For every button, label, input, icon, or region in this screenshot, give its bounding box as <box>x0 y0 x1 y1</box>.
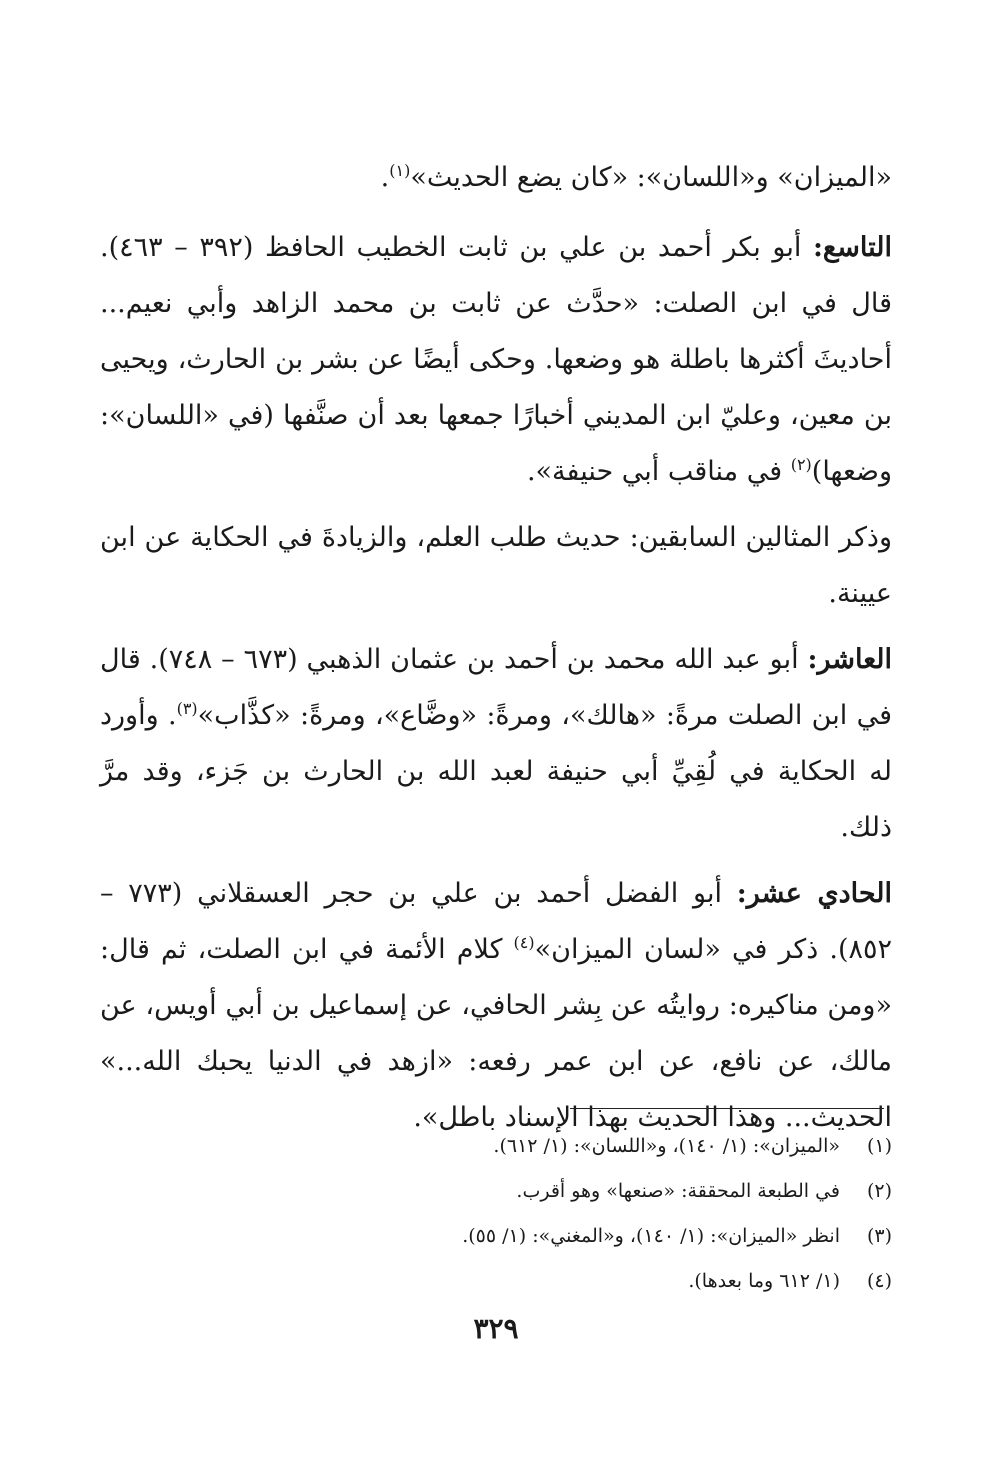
paragraph-tenth <box>100 632 892 856</box>
paragraph-tail: كلام الأئمة في ابن الصلت، ثم قال: «ومن مناكيره: روايتُه عن بِشر الحافي، عن إسماعيل بن أبي أويس، عن مالك، عن نافع، عن ابن عمر رفعه: «ازهد في الدنيا يحبك الله...» الحديث... وهذا الحديث بهذا الإسناد باطل». <box>100 934 892 1133</box>
footnote-number: (٣) <box>866 1225 892 1247</box>
footnote-number: (١) <box>866 1135 892 1157</box>
footnote-text: في الطبعة المحققة: «صنعها» وهو أقرب. <box>516 1180 840 1202</box>
paragraph-ninth <box>100 220 892 500</box>
paragraph-tail: . <box>380 162 390 193</box>
paragraph-lead-ninth: التاسع: <box>812 232 892 263</box>
footnote-ref-1: (١) <box>389 161 411 180</box>
page-number: ٣٢٩ <box>473 1312 519 1345</box>
paragraph-two-examples <box>100 510 892 622</box>
paragraph-text: أبو بكر أحمد بن علي بن ثابت الخطيب الحافظ (٣٩٢ – ٤٦٣). قال في ابن الصلت: «حدَّث عن ثابت بن محمد الزاهد وأبي نعيم... أحاديثَ أكثرها باطلة هو وضعها. وحكى أيضًا عن بشر بن الحارث، ويحيى بن معين، وعليّ ابن المديني أخبارًا جمعها بعد أن صنَّفها (في «اللسان»: وضعها) <box>100 232 892 487</box>
paragraph-eleventh <box>100 866 892 1146</box>
paragraph-text: أبو الفضل أحمد بن علي بن حجر العسقلاني (٧٧٣ – ٨٥٢). ذكر في «لسان الميزان» <box>100 878 892 965</box>
footnote-text: انظر «الميزان»: (١/ ١٤٠)، و«المغني»: (١/ ٥٥). <box>462 1225 840 1247</box>
footnote-text: (١/ ٦١٢ وما بعدها). <box>688 1270 840 1292</box>
footnote-item <box>100 1124 892 1169</box>
paragraph-text: «الميزان» و«اللسان»: «كان يضع الحديث» <box>410 162 892 193</box>
paragraph-text: وذكر المثالين السابقين: حديث طلب العلم، والزيادةَ في الحكاية عن ابن عيينة. <box>100 522 892 609</box>
footnote-ref-3: (٣) <box>176 699 198 718</box>
paragraph-mizan-quote <box>100 150 892 206</box>
paragraph-tail: في مناقب أبي حنيفة». <box>526 456 791 487</box>
footnote-ref-4: (٤) <box>513 933 535 952</box>
paragraph-lead-eleventh: الحادي عشر: <box>736 878 892 909</box>
paragraph-tail: . وأورد له الحكاية في لُقِيِّ أبي حنيفة لعبد الله بن الحارث بن جَزء، وقد مرَّ ذلك. <box>100 700 892 843</box>
page-body <box>100 150 892 1156</box>
footnote-number: (٤) <box>866 1270 892 1292</box>
paragraph-lead-tenth: العاشر: <box>807 644 893 675</box>
footnote-item <box>100 1214 892 1259</box>
footnote-item <box>100 1169 892 1214</box>
footnote-divider <box>570 1108 884 1109</box>
footnote-item <box>100 1259 892 1304</box>
footnote-number: (٢) <box>866 1180 892 1202</box>
paragraph-text: أبو عبد الله محمد بن أحمد بن عثمان الذهبي (٦٧٣ – ٧٤٨). قال في ابن الصلت مرةً: «هالك»، ومرةً: «وضَّاع»، ومرةً: «كذَّاب» <box>100 644 892 731</box>
footnote-ref-2: (٢) <box>790 455 812 474</box>
footnote-text: «الميزان»: (١/ ١٤٠)، و«اللسان»: (١/ ٦١٢). <box>493 1135 840 1157</box>
footnotes <box>100 1124 892 1304</box>
